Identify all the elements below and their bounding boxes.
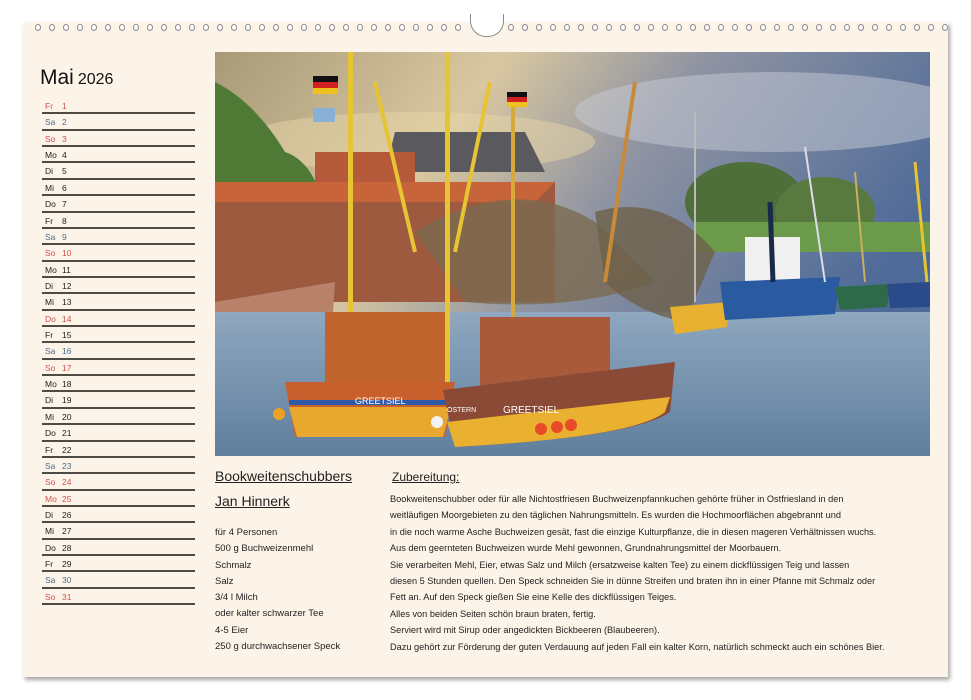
weekday-label: Sa bbox=[45, 231, 56, 242]
day-row bbox=[42, 491, 195, 507]
day-number: 16 bbox=[62, 346, 72, 357]
preparation-text bbox=[390, 491, 940, 655]
day-number: 1 bbox=[62, 101, 67, 111]
day-number: 2 bbox=[62, 117, 67, 128]
binding-hole bbox=[830, 24, 836, 31]
day-row bbox=[42, 572, 195, 588]
day-row bbox=[42, 278, 195, 294]
boat-label-3: OSTERN bbox=[447, 407, 477, 414]
weekday-label: So bbox=[45, 362, 56, 373]
ingredient-item: oder kalter schwarzer Tee bbox=[215, 608, 324, 620]
day-row bbox=[42, 180, 195, 196]
binding-hole bbox=[676, 24, 682, 31]
weekday-label: Mi bbox=[45, 182, 54, 193]
binding-hole bbox=[746, 24, 752, 31]
ingredient-item: Salz bbox=[215, 575, 234, 587]
day-row bbox=[42, 294, 195, 310]
weekday-label: Sa bbox=[45, 575, 56, 586]
binding-hole bbox=[399, 24, 405, 31]
binding-hole bbox=[273, 24, 279, 31]
day-number: 8 bbox=[62, 215, 67, 226]
weekday-label: So bbox=[45, 477, 56, 488]
month-name: Mai bbox=[40, 66, 74, 89]
weekday-label: So bbox=[45, 248, 56, 259]
harbour-photo bbox=[215, 52, 930, 456]
day-number: 11 bbox=[62, 264, 71, 275]
binding-hole bbox=[564, 24, 570, 31]
binding-hole bbox=[732, 24, 738, 31]
preparation-line: weitläufigen Moorgebieten zu den täglichen Nahrungsmitteln. Es wurden die Hochmoorflächen abgebrannt und bbox=[390, 510, 841, 521]
weekday-label: So bbox=[45, 133, 56, 144]
weekday-label: Fr bbox=[45, 215, 54, 226]
binding-hole bbox=[606, 24, 612, 31]
binding-hole bbox=[900, 24, 906, 31]
weekday-label: Fr bbox=[45, 559, 54, 570]
preparation-line: Alles von beiden Seiten schön braun braten, fertig. bbox=[390, 608, 596, 619]
weekday-label: Mo bbox=[45, 493, 57, 504]
weekday-label: Di bbox=[45, 509, 54, 520]
weekday-label: So bbox=[45, 591, 56, 602]
day-number: 5 bbox=[62, 166, 67, 177]
binding-hole bbox=[648, 24, 654, 31]
weekday-label: Sa bbox=[45, 117, 56, 128]
preparation-line: Serviert wird mit Sirup oder angedickten Bickbeeren (Blaubeeren). bbox=[390, 625, 660, 636]
binding-hole bbox=[858, 24, 864, 31]
binding-hole bbox=[872, 24, 878, 31]
binding-hole bbox=[385, 24, 391, 31]
binding-hole bbox=[704, 24, 710, 31]
weekday-label: Fr bbox=[45, 444, 54, 455]
day-row bbox=[42, 131, 195, 147]
binding-hole bbox=[189, 24, 195, 31]
preparation-line: Sie verarbeiten Mehl, Eier, etwas Salz und Milch (ersatzweise kalten Tee) zu einem dickflüssigen Teig und lassen bbox=[390, 559, 850, 570]
binding-hole bbox=[119, 24, 125, 31]
day-number: 21 bbox=[62, 428, 72, 439]
binding-hole bbox=[914, 24, 920, 31]
day-number: 7 bbox=[62, 199, 67, 210]
day-number: 30 bbox=[62, 575, 72, 586]
day-number: 14 bbox=[62, 313, 72, 324]
weekday-label: Do bbox=[45, 199, 56, 210]
binding-hole bbox=[522, 24, 528, 31]
ingredient-item: 250 g durchwachsener Speck bbox=[215, 641, 341, 653]
day-number: 15 bbox=[62, 330, 72, 341]
binding-hole bbox=[802, 24, 808, 31]
day-row bbox=[42, 245, 195, 261]
weekday-label: Di bbox=[45, 395, 54, 406]
ingredient-item: 3/4 l Milch bbox=[215, 592, 258, 604]
binding-hole bbox=[536, 24, 542, 31]
binding-hole bbox=[217, 24, 223, 31]
binding-hole bbox=[175, 24, 181, 31]
binding-hole bbox=[357, 24, 363, 31]
preparation-line: Bookweitenschubber oder für alle Nichtostfriesen Buchweizenpfannkuchen gehörte früher in Ostfriesland in den bbox=[390, 494, 844, 504]
weekday-label: Mi bbox=[45, 411, 54, 422]
preparation-line: Aus dem geernteten Buchweizen wurde Mehl gewonnen, Grundnahrungsmittel der Moorbauern. bbox=[390, 543, 782, 554]
binding-hole bbox=[578, 24, 584, 31]
day-row bbox=[42, 196, 195, 212]
weekday-label: Di bbox=[45, 280, 54, 291]
day-number: 24 bbox=[62, 477, 72, 488]
day-number: 19 bbox=[62, 395, 72, 406]
month-title bbox=[40, 66, 113, 90]
day-row bbox=[42, 540, 195, 556]
day-row bbox=[42, 409, 195, 425]
boat-label-1: GREETSIEL bbox=[355, 396, 406, 406]
binding-hole bbox=[49, 24, 55, 31]
preparation-line: in die noch warme Asche Buchweizen gesät, fast die einzige Kulturpflanze, die in diesen mageren Verhältnissen wuchs. bbox=[390, 526, 877, 537]
day-row bbox=[42, 213, 195, 229]
binding-hole bbox=[301, 24, 307, 31]
day-row bbox=[42, 343, 195, 359]
day-row bbox=[42, 523, 195, 539]
day-row bbox=[42, 589, 195, 605]
day-row bbox=[42, 114, 195, 130]
binding-hole bbox=[63, 24, 69, 31]
preparation-line: Fett an. Auf den Speck gießen Sie eine Kelle des dickflüssigen Teiges. bbox=[390, 592, 677, 603]
ingredient-item: 4-5 Eier bbox=[215, 624, 249, 636]
day-row bbox=[42, 425, 195, 441]
weekday-label: Mi bbox=[45, 526, 54, 537]
day-row bbox=[42, 147, 195, 163]
day-number: 6 bbox=[62, 182, 67, 193]
weekday-label: Mo bbox=[45, 264, 57, 275]
day-number: 23 bbox=[62, 460, 72, 471]
day-row bbox=[42, 474, 195, 490]
binding-hole bbox=[620, 24, 626, 31]
binding-hole bbox=[760, 24, 766, 31]
day-row bbox=[42, 311, 195, 327]
day-row bbox=[42, 360, 195, 376]
day-number: 25 bbox=[62, 493, 72, 504]
harbour-photo-illustration bbox=[215, 52, 930, 456]
binding-hole bbox=[287, 24, 293, 31]
binding-hole bbox=[886, 24, 892, 31]
binding-hole bbox=[690, 24, 696, 31]
day-row bbox=[42, 507, 195, 523]
binding-hole bbox=[203, 24, 209, 31]
binding-hole bbox=[788, 24, 794, 31]
day-number: 12 bbox=[62, 280, 72, 291]
binding-hole bbox=[592, 24, 598, 31]
day-number: 13 bbox=[62, 297, 72, 308]
year: 2026 bbox=[77, 71, 114, 88]
day-number: 4 bbox=[62, 150, 67, 161]
binding-hole bbox=[245, 24, 251, 31]
weekday-label: Mo bbox=[45, 150, 57, 161]
preparation-line: diesen 5 Stunden quellen. Den Speck schneiden Sie in dünne Streifen und braten ihn in einer Pfanne mit Schmalz oder bbox=[390, 576, 876, 587]
weekday-label: Fr bbox=[45, 330, 54, 341]
weekday-label: Mi bbox=[45, 297, 54, 308]
binding-hole bbox=[774, 24, 780, 31]
day-row bbox=[42, 556, 195, 572]
binding-hole bbox=[231, 24, 237, 31]
ingredient-item: 500 g Buchweizenmehl bbox=[215, 543, 314, 555]
day-row bbox=[42, 376, 195, 392]
day-number: 27 bbox=[62, 526, 72, 537]
day-list bbox=[42, 98, 195, 605]
ingredient-item: für 4 Personen bbox=[215, 527, 278, 538]
weekday-label: Mo bbox=[45, 379, 57, 390]
binding-hole bbox=[928, 24, 934, 31]
day-number: 17 bbox=[62, 362, 72, 373]
binding-hole bbox=[634, 24, 640, 31]
binding-hole bbox=[315, 24, 321, 31]
binding-hole bbox=[329, 24, 335, 31]
day-number: 22 bbox=[62, 444, 72, 455]
day-number: 26 bbox=[62, 509, 72, 520]
weekday-label: Do bbox=[45, 542, 56, 553]
day-number: 20 bbox=[62, 411, 72, 422]
preparation-line: Dazu gehört zur Förderung der guten Verdauung auf jeden Fall ein kalter Korn, natürlich schmeckt auch ein schönes Bier. bbox=[390, 641, 885, 652]
day-row bbox=[42, 229, 195, 245]
weekday-label: Do bbox=[45, 313, 56, 324]
day-row bbox=[42, 327, 195, 343]
binding-hole bbox=[77, 24, 83, 31]
weekday-label: Fr bbox=[45, 101, 54, 111]
binding-hole bbox=[441, 24, 447, 31]
weekday-label: Sa bbox=[45, 460, 56, 471]
binding-hole bbox=[427, 24, 433, 31]
binding-hole bbox=[133, 24, 139, 31]
binding-hole bbox=[718, 24, 724, 31]
binding-hole bbox=[508, 24, 514, 31]
binding-hole bbox=[844, 24, 850, 31]
day-number: 9 bbox=[62, 231, 67, 242]
binding-hole bbox=[105, 24, 111, 31]
day-row bbox=[42, 163, 195, 179]
day-number: 3 bbox=[62, 133, 67, 144]
day-number: 29 bbox=[62, 559, 72, 570]
binding-hole bbox=[550, 24, 556, 31]
ingredient-item: Schmalz bbox=[215, 559, 252, 571]
day-number: 28 bbox=[62, 542, 72, 553]
day-number: 18 bbox=[62, 379, 72, 390]
binding-hole bbox=[259, 24, 265, 31]
day-row bbox=[42, 458, 195, 474]
day-row bbox=[42, 392, 195, 408]
boat-label-2: GREETSIEL bbox=[503, 405, 560, 416]
binding-hole bbox=[413, 24, 419, 31]
recipe-title: Bookweitenschubbers bbox=[215, 468, 352, 484]
day-number: 31 bbox=[62, 591, 72, 602]
binding-hole bbox=[343, 24, 349, 31]
day-row bbox=[42, 442, 195, 458]
binding-hole bbox=[147, 24, 153, 31]
binding-hole bbox=[371, 24, 377, 31]
binding-hole bbox=[816, 24, 822, 31]
binding-hole bbox=[91, 24, 97, 31]
weekday-label: Sa bbox=[45, 346, 56, 357]
ingredient-list bbox=[215, 525, 340, 655]
day-number: 10 bbox=[62, 248, 72, 259]
binding-hole bbox=[662, 24, 668, 31]
day-row bbox=[42, 98, 195, 114]
day-row bbox=[42, 262, 195, 278]
weekday-label: Do bbox=[45, 428, 56, 439]
binding-hole bbox=[942, 24, 948, 31]
binding-hole bbox=[35, 24, 41, 31]
recipe-subtitle: Jan Hinnerk bbox=[215, 493, 290, 509]
preparation-heading: Zubereitung: bbox=[392, 470, 460, 484]
binding-hole bbox=[455, 24, 461, 31]
weekday-label: Di bbox=[45, 166, 54, 177]
binding-hole bbox=[161, 24, 167, 31]
